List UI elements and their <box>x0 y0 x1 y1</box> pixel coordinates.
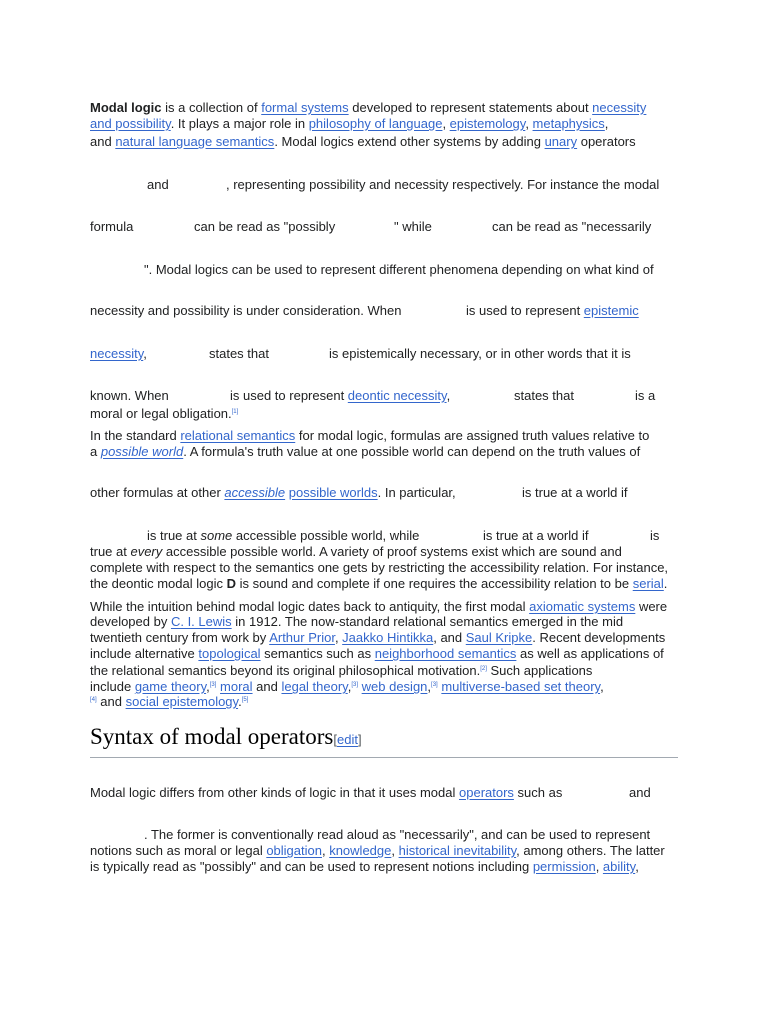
section-heading <box>90 722 678 758</box>
text: other formulas at other <box>90 485 225 500</box>
text: operators <box>577 134 636 149</box>
text: , <box>391 843 399 858</box>
p3-line-4 <box>90 646 664 662</box>
text: states that <box>209 346 269 361</box>
link-epistemic-necessity[interactable]: epistemic <box>583 303 639 318</box>
link-necessity[interactable]: necessity <box>592 100 647 115</box>
text: , <box>635 859 639 874</box>
link-arthur-prior[interactable]: Arthur Prior <box>269 630 335 645</box>
p3-line-7 <box>90 692 248 710</box>
link-jaakko-hintikka[interactable]: Jaakko Hintikka <box>342 630 434 645</box>
link-social-epistemology[interactable]: social epistemology <box>125 694 239 709</box>
p1-line-10 <box>90 404 238 422</box>
text: , <box>321 843 330 858</box>
link-knowledge[interactable]: knowledge <box>329 843 392 858</box>
text: In the standard <box>90 428 181 443</box>
text: developed to represent statements about <box>348 100 593 115</box>
text: states that <box>514 388 574 403</box>
text: the deontic modal logic <box>90 576 227 591</box>
citation-3[interactable]: [3] <box>209 682 217 688</box>
heading-title: Syntax of modal operators <box>90 724 334 749</box>
text-with-link <box>230 388 450 404</box>
text: a <box>90 444 101 459</box>
link-formal-systems[interactable]: formal systems <box>261 100 349 115</box>
link-epistemology[interactable]: epistemology <box>449 116 526 131</box>
text: were <box>635 599 668 614</box>
text: and <box>96 694 126 709</box>
text: and <box>147 177 169 192</box>
text: can be read as "possibly <box>194 219 336 234</box>
link-topological[interactable]: topological <box>198 646 261 661</box>
emphasis: every <box>130 544 163 559</box>
emphasis: some <box>200 528 233 543</box>
text: is epistemically necessary, or in other words that it is <box>329 346 631 361</box>
text: . In particular, <box>377 485 456 500</box>
link-multiverse-set-theory[interactable]: multiverse-based set theory <box>441 679 601 694</box>
p1-line-1 <box>90 100 646 116</box>
text-with-links <box>90 485 456 501</box>
edit-section <box>333 732 361 747</box>
link-possible-worlds[interactable]: possible worlds <box>288 485 378 500</box>
text: can be read as "necessarily <box>492 219 652 234</box>
text: and <box>90 134 116 149</box>
text: is true at a world if <box>483 528 589 543</box>
p4-line-4 <box>90 859 639 875</box>
text: . A formula's truth value at one possible world can depend on the truth values of <box>183 444 641 459</box>
link-web-design[interactable]: web design <box>361 679 428 694</box>
link-historical-inevitability[interactable]: historical inevitability <box>398 843 517 858</box>
text: , <box>525 116 533 131</box>
citation-4[interactable]: [4] <box>90 697 97 703</box>
text: in 1912. The now-standard relational semantics emerged in the mid <box>231 614 624 629</box>
link-permission[interactable]: permission <box>532 859 596 874</box>
link-and-possibility[interactable]: and possibility <box>90 116 171 131</box>
link-axiomatic-systems[interactable]: axiomatic systems <box>529 599 636 614</box>
p2-line-2 <box>90 444 640 460</box>
text: is used to represent <box>230 388 348 403</box>
text: developed by <box>90 614 171 629</box>
text: accessible possible world. A variety of proof systems exist which are sound and <box>162 544 622 559</box>
text: ". Modal logics can be used to represent different phenomena depending on what kind of <box>144 262 654 277</box>
link-moral[interactable]: moral <box>220 679 253 694</box>
link-accessible[interactable]: accessible <box>224 485 286 500</box>
text: necessity and possibility is under consideration. When <box>90 303 402 318</box>
text: is a collection of <box>161 100 262 115</box>
link-necessity-2[interactable]: necessity <box>90 346 144 361</box>
text: , <box>143 346 147 361</box>
p2-line-5 <box>90 544 622 560</box>
text: . The former is conventionally read aloud as "necessarily", and can be used to represent <box>144 827 651 842</box>
text: , <box>347 679 352 694</box>
p1-line-2 <box>90 116 608 132</box>
text: , <box>595 859 603 874</box>
text: , <box>206 679 210 694</box>
link-serial[interactable]: serial <box>632 576 664 591</box>
text: , <box>600 679 604 694</box>
bold-term: Modal logic <box>90 100 162 115</box>
text: , <box>604 116 609 131</box>
text: is sound and complete if one requires the accessibility relation to be <box>235 576 633 591</box>
text: is a <box>635 388 656 403</box>
link-relational-semantics[interactable]: relational semantics <box>180 428 296 443</box>
text: is true at a world if <box>522 485 628 500</box>
text: While the intuition behind modal logic dates back to antiquity, the first modal <box>90 599 530 614</box>
text: . It plays a major role in <box>170 116 309 131</box>
link-saul-kripke[interactable]: Saul Kripke <box>465 630 533 645</box>
link-obligation[interactable]: obligation <box>266 843 322 858</box>
text: , <box>427 679 432 694</box>
link-neighborhood-semantics[interactable]: neighborhood semantics <box>374 646 517 661</box>
text-with-link <box>90 346 147 362</box>
citation-5[interactable]: [5] <box>241 697 249 703</box>
text: include alternative <box>90 646 199 661</box>
text: is typically read as "possibly" and can be used to represent notions including <box>90 859 533 874</box>
citation-1[interactable]: [1] <box>231 409 239 415</box>
citation-3[interactable]: [3] <box>431 682 438 688</box>
text: , representing possibility and necessity respectively. For instance the modal <box>226 177 660 192</box>
link-ci-lewis[interactable]: C. I. Lewis <box>170 614 232 629</box>
text: , and <box>433 630 466 645</box>
text: . Recent developments <box>532 630 666 645</box>
text: and <box>252 679 282 694</box>
p4-line-3 <box>90 843 665 859</box>
text: semantics such as <box>260 646 375 661</box>
text: known. When <box>90 388 169 403</box>
text: is <box>650 528 660 543</box>
p1-line-3 <box>90 134 636 150</box>
text: , <box>442 116 450 131</box>
text: notions such as moral or legal <box>90 843 267 858</box>
text: . Modal logics extend other systems by adding <box>274 134 545 149</box>
text: , <box>334 630 343 645</box>
p2-line-6 <box>90 560 668 576</box>
text: , among others. The latter <box>516 843 665 858</box>
text: is used to represent <box>466 303 584 318</box>
text: such as <box>513 785 563 800</box>
link-operators[interactable]: operators <box>459 785 514 800</box>
text: Modal logic differs from other kinds of logic in that it uses modal <box>90 785 459 800</box>
link-possible-world[interactable]: possible world <box>100 444 184 459</box>
link-metaphysics[interactable]: metaphysics <box>532 116 605 131</box>
text: complete with respect to the semantics one gets by restricting the accessibility relation. For instance, <box>90 560 669 575</box>
citation-3[interactable]: [3] <box>351 682 359 688</box>
link-philosophy-of-language[interactable]: philosophy of language <box>308 116 443 131</box>
text-with-link <box>466 303 639 319</box>
text: include <box>90 679 135 694</box>
text: moral or legal obligation. <box>90 406 232 421</box>
text: as well as applications of <box>516 646 664 661</box>
link-game-theory[interactable]: game theory <box>134 679 207 694</box>
text: the relational semantics beyond its original philosophical motivation. <box>90 663 481 678</box>
link-ability[interactable]: ability <box>602 859 636 874</box>
edit-link[interactable]: edit <box>337 732 358 747</box>
citation-2[interactable]: [2] <box>480 666 487 672</box>
p3-line-2 <box>90 614 623 630</box>
text: and <box>629 785 651 800</box>
text: accessible possible world, while <box>232 528 420 543</box>
p2-line-7 <box>90 576 667 592</box>
link-legal-theory[interactable]: legal theory <box>281 679 348 694</box>
text: Such applications <box>486 663 593 678</box>
text: , <box>446 388 451 403</box>
p3-line-1 <box>90 599 667 615</box>
text: . <box>238 694 242 709</box>
text-with-link <box>90 785 562 801</box>
text-with-italic <box>147 528 419 544</box>
bold-term: D <box>226 576 236 591</box>
p4-line-2 <box>144 827 650 843</box>
link-unary[interactable]: unary <box>544 134 578 149</box>
link-deontic-necessity[interactable]: deontic necessity <box>347 388 447 403</box>
text: true at <box>90 544 131 559</box>
bracket: ] <box>357 732 362 747</box>
text: formula <box>90 219 134 234</box>
text: " while <box>394 219 432 234</box>
text: is true at <box>147 528 201 543</box>
text: for modal logic, formulas are assigned truth values relative to <box>295 428 650 443</box>
text: twentieth century from work by <box>90 630 270 645</box>
p3-line-3 <box>90 630 665 646</box>
bracket: [ <box>333 732 337 747</box>
text: . <box>663 576 668 591</box>
link-natural-language-semantics[interactable]: natural language semantics <box>115 134 275 149</box>
p2-line-1 <box>90 428 649 444</box>
